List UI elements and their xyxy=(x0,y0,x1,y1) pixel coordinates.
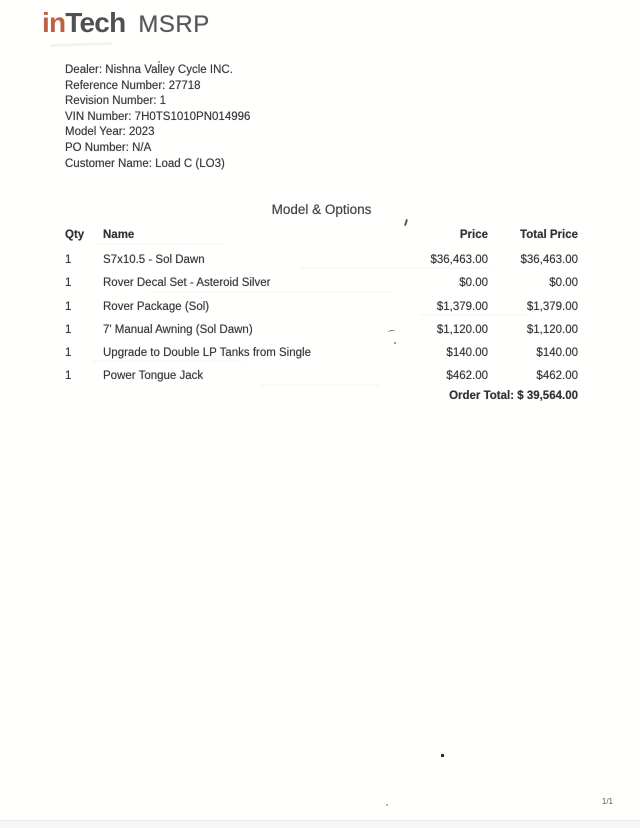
cell-total-price: $1,379.00 xyxy=(526,300,578,313)
cell-total-price: $140.00 xyxy=(536,347,578,360)
table-header-row xyxy=(65,229,578,241)
cell-price: $36,463.00 xyxy=(430,254,488,266)
cell-total-price: $462.00 xyxy=(536,370,578,383)
page-indicator: 1/1 xyxy=(601,797,613,806)
section-title: Model & Options xyxy=(271,202,372,217)
cell-name: Rover Package (Sol) xyxy=(103,300,210,313)
info-line-po-number: PO Number: N/A xyxy=(65,141,152,154)
options-table xyxy=(65,229,578,394)
col-header-qty: Qty xyxy=(65,229,85,241)
info-line-dealer: Dealer: Nishna Valley Cycle INC. xyxy=(65,64,233,76)
intech-logo xyxy=(42,9,125,37)
pen-mark xyxy=(404,219,408,226)
cell-qty: 1 xyxy=(65,347,72,360)
scan-edge xyxy=(0,820,640,828)
logo-part-in: in xyxy=(42,7,66,38)
table-row xyxy=(65,324,578,347)
order-total xyxy=(65,390,578,402)
cell-price: $0.00 xyxy=(459,277,488,290)
cell-qty: 1 xyxy=(65,323,72,336)
cell-name: S7x10.5 - Sol Dawn xyxy=(103,254,205,266)
scan-smudge xyxy=(50,42,112,47)
cell-qty: 1 xyxy=(65,300,72,313)
info-line-revision-number: Revision Number: 1 xyxy=(65,95,167,108)
cell-name: Power Tongue Jack xyxy=(103,370,204,383)
table-row xyxy=(65,277,578,300)
table-row xyxy=(65,347,578,370)
cell-name: Rover Decal Set - Asteroid Silver xyxy=(103,277,271,290)
order-info-block xyxy=(65,63,250,172)
logo-part-tech: Tech xyxy=(65,7,126,38)
cell-price: $462.00 xyxy=(446,370,488,383)
cell-price: $1,379.00 xyxy=(436,300,488,313)
info-line-vin-number: VIN Number: 7H0TS1010PN014996 xyxy=(65,110,251,123)
table-row xyxy=(65,254,578,277)
scan-speck xyxy=(386,804,388,806)
cell-price: $1,120.00 xyxy=(436,323,488,336)
cell-name: Upgrade to Double LP Tanks from Single xyxy=(103,347,311,360)
order-total-value: $ 39,564.00 xyxy=(517,390,578,402)
order-total-label: Order Total: xyxy=(449,390,515,402)
document-type-label: MSRP xyxy=(138,11,210,38)
cell-name: 7' Manual Awning (Sol Dawn) xyxy=(103,323,253,336)
cell-total-price: $0.00 xyxy=(549,277,578,290)
scan-speck xyxy=(441,754,444,757)
info-line-model-year: Model Year: 2023 xyxy=(65,126,155,139)
cell-price: $140.00 xyxy=(446,347,488,360)
cell-qty: 1 xyxy=(65,277,72,290)
cell-qty: 1 xyxy=(65,370,72,383)
info-line-customer-name: Customer Name: Load C (LO3) xyxy=(65,157,225,170)
cell-total-price: $36,463.00 xyxy=(520,254,578,266)
header xyxy=(42,9,210,37)
info-line-reference-number: Reference Number: 27718 xyxy=(65,79,201,92)
table-row xyxy=(65,301,578,324)
cell-qty: 1 xyxy=(65,254,72,266)
cell-total-price: $1,120.00 xyxy=(526,323,578,336)
col-header-total-price: Total Price xyxy=(520,229,578,241)
table-body xyxy=(65,254,578,394)
col-header-price: Price xyxy=(459,229,488,241)
col-header-name: Name xyxy=(103,229,135,241)
